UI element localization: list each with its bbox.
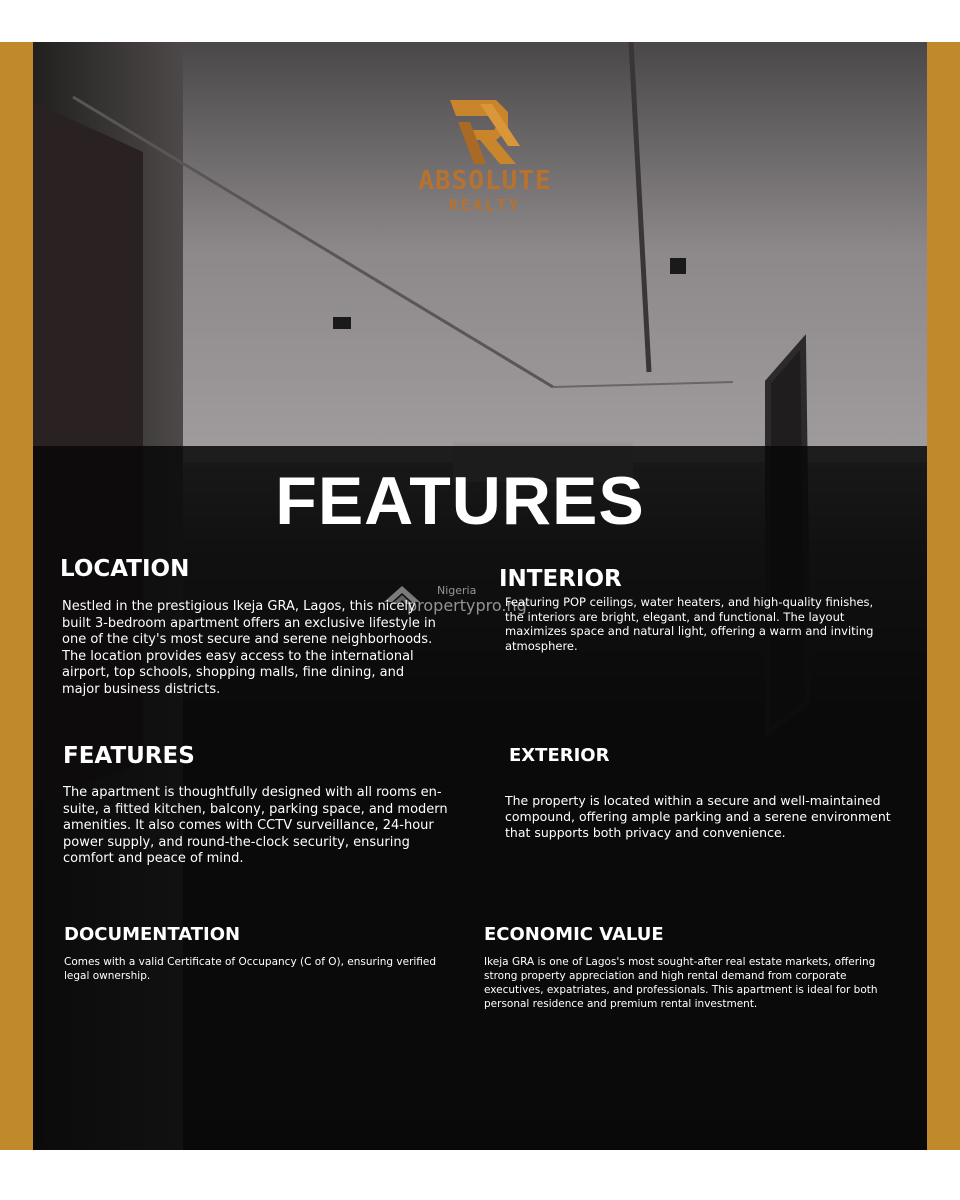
brand-name: ABSOLUTE: [418, 166, 552, 196]
features-heading: FEATURES: [63, 743, 195, 769]
brand-subtitle: REALTY: [448, 196, 522, 214]
watermark-country: Nigeria: [437, 584, 477, 597]
gold-border-right: [927, 42, 960, 1150]
exterior-heading: EXTERIOR: [509, 745, 610, 766]
location-body: Nestled in the prestigious Ikeja GRA, Lagos, this nicely built 3-bedroom apartment offers an exclusive lifestyle in one of the city's most secure and serene neighborhoods. The location provides easy access to the international airport, top schools, shopping malls, fine dining, and major business districts.: [62, 599, 436, 697]
features-body: The apartment is thoughtfully designed with all rooms en-suite, a fitted kitchen, balcony, parking space, and modern amenities. It also comes with CCTV surveillance, 24-hour power supply, and round-the-clock security, ensuring comfort and peace of mind.: [63, 785, 448, 867]
exterior-body: The property is located within a secure and well-maintained compound, offering ample parking and a serene environment that supports both privacy and convenience.: [505, 793, 891, 840]
economic-value-heading: ECONOMIC VALUE: [484, 924, 664, 945]
interior-heading: INTERIOR: [499, 566, 622, 592]
documentation-heading: DOCUMENTATION: [64, 924, 241, 945]
economic-value-body: Ikeja GRA is one of Lagos's most sought-after real estate markets, offering strong property appreciation and high rental demand from corporate executives, expatriates, and professionals. This apartment is ideal for both personal residence and premium rental investment.: [484, 956, 878, 1010]
page-title: FEATURES: [275, 463, 645, 539]
documentation-body: Comes with a valid Certificate of Occupancy (C of O), ensuring verified legal ownership.: [64, 956, 437, 982]
location-heading: LOCATION: [60, 556, 190, 582]
watermark-brand: propertypro.ng: [407, 596, 527, 615]
gold-border-left: [0, 42, 33, 1150]
interior-body: Featuring POP ceilings, water heaters, and high-quality finishes, the interiors are bright, elegant, and functional. The layout maximizes space and natural light, offering a warm and inviting atmosphere.: [505, 595, 874, 653]
